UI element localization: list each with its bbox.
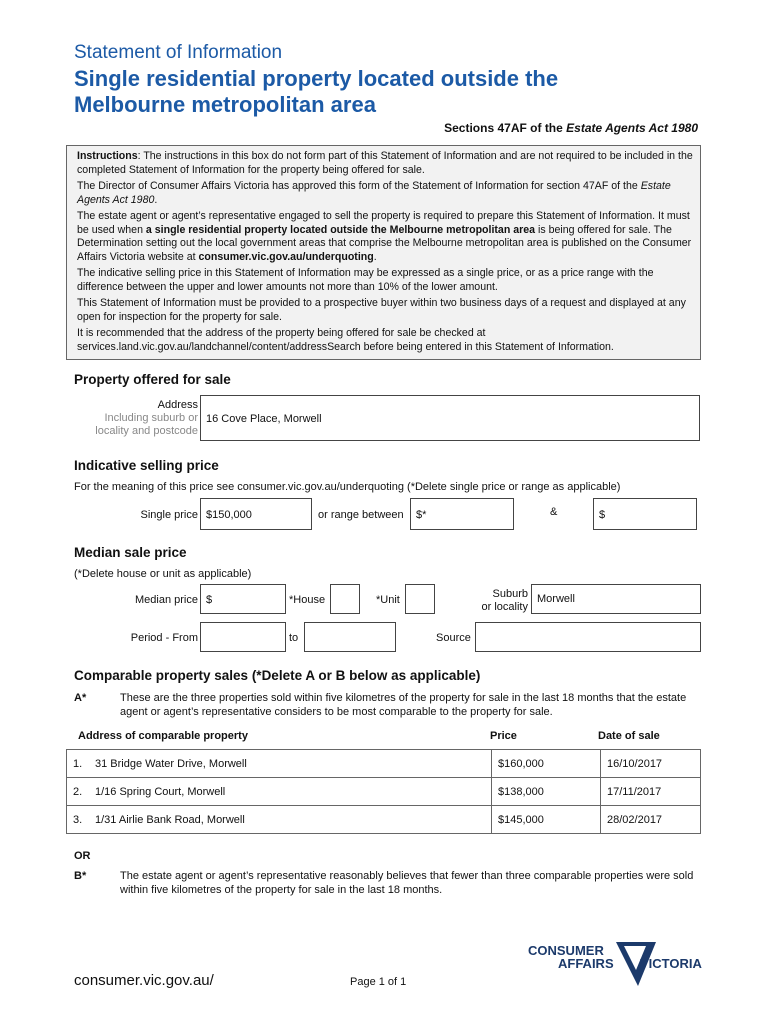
comparable-address-cell[interactable] bbox=[67, 750, 492, 778]
form-title-line1: Single residential property located outside the bbox=[74, 66, 559, 91]
period-to-label: to bbox=[289, 632, 299, 644]
comparable-date-cell[interactable]: 16/10/2017 bbox=[601, 750, 701, 778]
instructions-p5: This Statement of Information must be provided to a prospective buyer within two business days of a request and displayed at any open for inspection for the property for sale. bbox=[77, 297, 686, 323]
option-a-text: These are the three properties sold within five kilometres of the property for sale in the last 18 months that the estate agent or agent’s representative considers to be most comparable to the property for sale. bbox=[120, 692, 687, 718]
comparable-address-cell[interactable] bbox=[67, 806, 492, 834]
comparable-table bbox=[66, 749, 701, 834]
comparable-price-cell[interactable]: $160,000 bbox=[492, 750, 601, 778]
house-label: *House bbox=[289, 594, 326, 606]
row-number: 1. bbox=[73, 757, 83, 770]
table-row bbox=[67, 778, 701, 806]
instructions-p2 bbox=[77, 180, 693, 207]
row-number: 2. bbox=[73, 785, 83, 798]
comparable-date-cell[interactable]: 28/02/2017 bbox=[601, 806, 701, 834]
row-number: 3. bbox=[73, 813, 83, 826]
instructions-p2a: The Director of Consumer Affairs Victoria has approved this form of the Statement of Information for section 47AF of the bbox=[77, 180, 641, 192]
address-label-line2: Including suburb or bbox=[104, 412, 198, 424]
table-row bbox=[67, 750, 701, 778]
col-address-header: Address of comparable property bbox=[78, 730, 248, 742]
instructions-p2c: . bbox=[154, 193, 158, 206]
instructions-p2b: Estate Agents Act 1980 bbox=[77, 180, 671, 206]
sections-prefix: Sections 47AF of the bbox=[444, 121, 567, 135]
indicative-heading: Indicative selling price bbox=[74, 458, 219, 473]
house-checkbox[interactable] bbox=[330, 584, 360, 614]
logo-line2: AFFAIRS bbox=[558, 956, 614, 971]
instructions-p3e: . bbox=[373, 250, 377, 263]
period-to-field[interactable] bbox=[304, 622, 396, 652]
option-b-label: B* bbox=[74, 870, 87, 882]
sections-reference bbox=[444, 121, 698, 135]
form-title-line2: Melbourne metropolitan area bbox=[74, 92, 376, 117]
option-b-text: The estate agent or agent’s representative reasonably believes that fewer than three comparable properties were sold within five kilometres of the property for sale in the last 18 months. bbox=[120, 870, 694, 896]
instructions-p3c: is being offered for sale. The Determination setting out the local government areas that comprise the Melbourne metropolitan area is published on the Consumer Affairs Victoria website at bbox=[77, 223, 692, 263]
source-field[interactable] bbox=[475, 622, 701, 652]
or-label: OR bbox=[74, 850, 91, 862]
period-from-field[interactable] bbox=[200, 622, 286, 652]
unit-checkbox[interactable] bbox=[405, 584, 435, 614]
footer-url[interactable]: consumer.vic.gov.au/ bbox=[74, 972, 214, 989]
range-from-field[interactable]: $* bbox=[410, 498, 514, 530]
comparable-price-cell[interactable]: $145,000 bbox=[492, 806, 601, 834]
unit-label: *Unit bbox=[376, 594, 400, 606]
col-date-header: Date of sale bbox=[598, 730, 660, 742]
instructions-p6: It is recommended that the address of the property being offered for sale be checked at services.land.vic.gov.au/landchannel/content/addressSearch before being entered in this Statement of Information. bbox=[77, 327, 614, 353]
page-number: Page 1 of 1 bbox=[350, 976, 407, 988]
period-from-label: Period - From bbox=[130, 632, 198, 644]
suburb-label bbox=[482, 588, 528, 614]
median-heading: Median sale price bbox=[74, 545, 187, 560]
suburb-label-line1: Suburb bbox=[492, 588, 528, 600]
table-row bbox=[67, 806, 701, 834]
address-label bbox=[95, 399, 198, 438]
instructions-p3 bbox=[77, 210, 693, 264]
row-address: 31 Bridge Water Drive, Morwell bbox=[95, 757, 247, 770]
instructions-p4: The indicative selling price in this Statement of Information may be expressed as a single price, or as a price range with the difference between the upper and lower amounts not more than 10% of the lower amount. bbox=[77, 267, 654, 293]
consumer-affairs-logo bbox=[528, 942, 704, 990]
row-address: 1/16 Spring Court, Morwell bbox=[95, 785, 226, 798]
median-price-label: Median price bbox=[135, 594, 198, 606]
suburb-field[interactable]: Morwell bbox=[531, 584, 701, 614]
range-label: or range between bbox=[318, 509, 404, 521]
instructions-box bbox=[66, 145, 701, 360]
comparable-address-cell[interactable] bbox=[67, 778, 492, 806]
instructions-p3d: consumer.vic.gov.au/underquoting bbox=[198, 250, 374, 263]
range-to-field[interactable]: $ bbox=[593, 498, 697, 530]
logo-line3: VICTORIA bbox=[640, 956, 702, 971]
indicative-note: For the meaning of this price see consumer.vic.gov.au/underquoting (*Delete single price or range as applicable) bbox=[74, 481, 621, 493]
col-price-header: Price bbox=[490, 730, 517, 742]
instructions-label: Instructions bbox=[77, 150, 138, 162]
address-label-line1: Address bbox=[157, 399, 198, 411]
logo-line1: CONSUMER bbox=[528, 943, 604, 958]
median-price-field[interactable]: $ bbox=[200, 584, 286, 614]
instructions-p1-text: : The instructions in this box do not form part of this Statement of Information and are not required to be included in the completed Statement of Information for the property being offered for sale. bbox=[77, 150, 693, 176]
property-heading: Property offered for sale bbox=[74, 372, 231, 387]
form-subtitle: Statement of Information bbox=[74, 42, 283, 63]
address-label-line3: locality and postcode bbox=[95, 425, 198, 437]
instructions-p1 bbox=[77, 150, 693, 177]
instructions-p3b: a single residential property located outside the Melbourne metropolitan area bbox=[145, 223, 536, 236]
comparable-date-cell[interactable]: 17/11/2017 bbox=[601, 778, 701, 806]
row-address: 1/31 Airlie Bank Road, Morwell bbox=[95, 813, 245, 826]
single-price-label: Single price bbox=[140, 509, 198, 521]
comparable-price-cell[interactable]: $138,000 bbox=[492, 778, 601, 806]
source-label: Source bbox=[436, 632, 471, 644]
single-price-field[interactable]: $150,000 bbox=[200, 498, 312, 530]
form-title bbox=[74, 66, 674, 118]
comparable-heading: Comparable property sales (*Delete A or B below as applicable) bbox=[74, 668, 481, 683]
suburb-label-line2: or locality bbox=[481, 601, 528, 613]
option-a-label: A* bbox=[74, 692, 87, 704]
instructions-p3a: The estate agent or agent’s representative engaged to sell the property is required to prepare this Statement of Information. It must be used when bbox=[77, 210, 690, 236]
median-note: (*Delete house or unit as applicable) bbox=[74, 568, 252, 580]
address-field[interactable]: 16 Cove Place, Morwell bbox=[200, 395, 700, 441]
range-ampersand: & bbox=[550, 506, 558, 518]
sections-act: Estate Agents Act 1980 bbox=[566, 121, 698, 135]
